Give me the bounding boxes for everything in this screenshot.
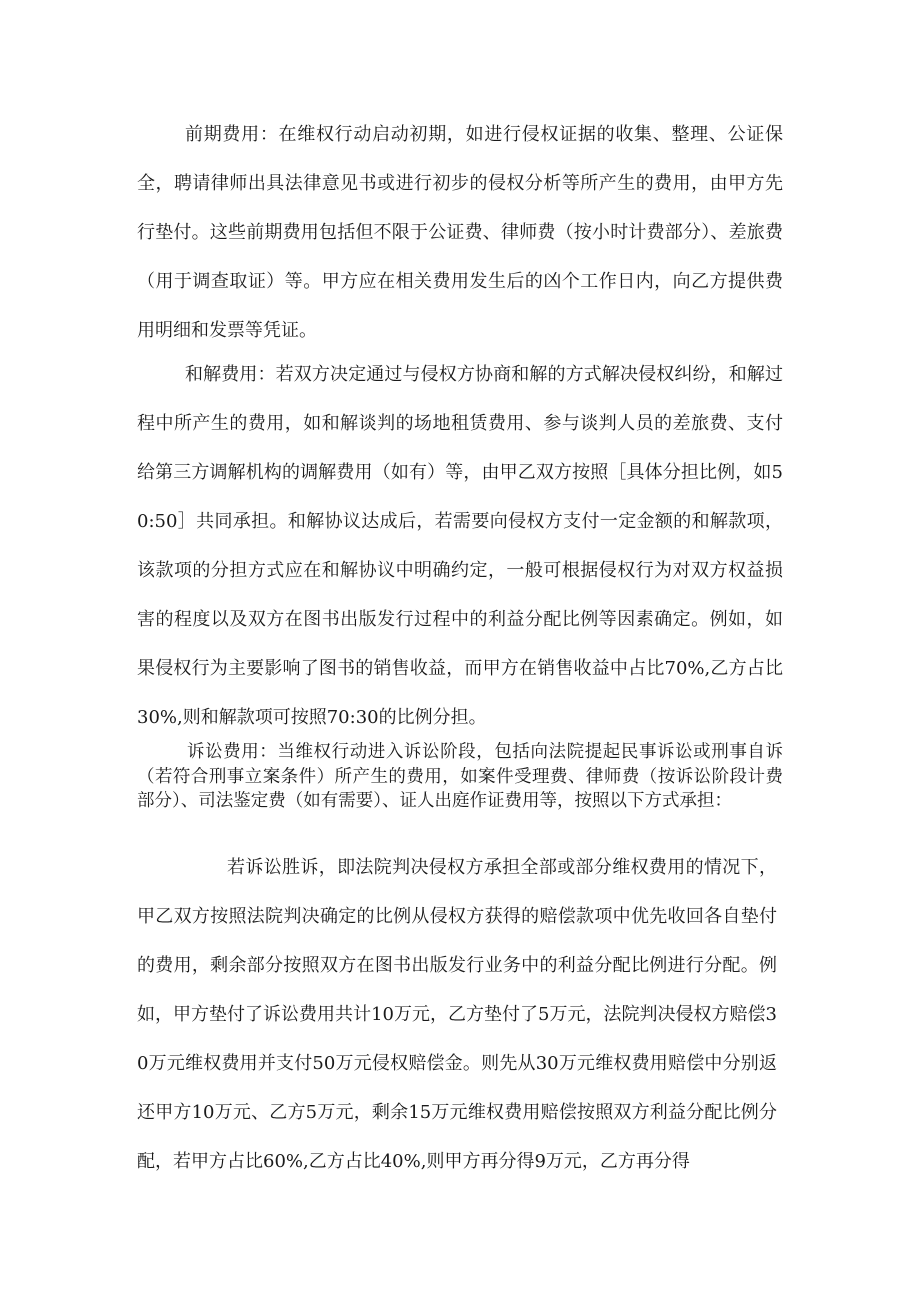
paragraph-settlement-costs: 和解费用：若双方决定通过与侵权方协商和解的方式解决侵权纠纷，和解过程中所产生的费用，如和解谈判的场地租赁费用、参与谈判人员的差旅费、支付给第三方调解机构的调解费用（如有）等，由甲乙双方按照［具体分担比例，如50:50］共同承担。和解协议达成后，若需要向侵权方支付一定金额的和解款项，该款项的分担方式应在和解协议中明确约定，一般可根据侵权行为对双方权益损害的程度以及双方在图书出版发行过程中的利益分配比例等因素确定。例如，如果侵权行为主要影响了图书的销售收益，而甲方在销售收益中占比70%,乙方占比30%,则和解款项可按照70:30的比例分担。 [137,364,783,728]
paragraph-litigation-win: 若诉讼胜诉，即法院判决侵权方承担全部或部分维权费用的情况下，甲乙双方按照法院判决确定的比例从侵权方获得的赔偿款项中优先收回各自垫付的费用，剩余部分按照双方在图书出版发行业务中的利益分配比例进行分配。例如，甲方垫付了诉讼费用共计10万元，乙方垫付了5万元，法院判决侵权方赔偿30万元维权费用并支付50万元侵权赔偿金。则先从30万元维权费用赔偿中分别返还甲方10万元、乙方5万元，剩余15万元维权费用赔偿按照双方利益分配比例分配，若甲方占比60%,乙方占比40%,则甲方再分得9万元，乙方再分得 [137,857,777,1172]
paragraph-preliminary-costs: 前期费用：在维权行动启动初期，如进行侵权证据的收集、整理、公证保全，聘请律师出具法律意见书或进行初步的侵权分析等所产生的费用，由甲方先行垫付。这些前期费用包括但不限于公证费、律师费（按小时计费部分）、差旅费（用于调查取证）等。甲方应在相关费用发生后的凶个工作日内，向乙方提供费用明细和发票等凭证。 [137,124,783,341]
paragraph-litigation-costs: 诉讼费用：当维权行动进入诉讼阶段，包括向法院提起民事诉讼或刑事自诉（若符合刑事立案条件）所产生的费用，如案件受理费、律师费（按诉讼阶段计费部分）、司法鉴定费（如有需要）、证人出庭作证费用等，按照以下方式承担： [137,742,783,811]
